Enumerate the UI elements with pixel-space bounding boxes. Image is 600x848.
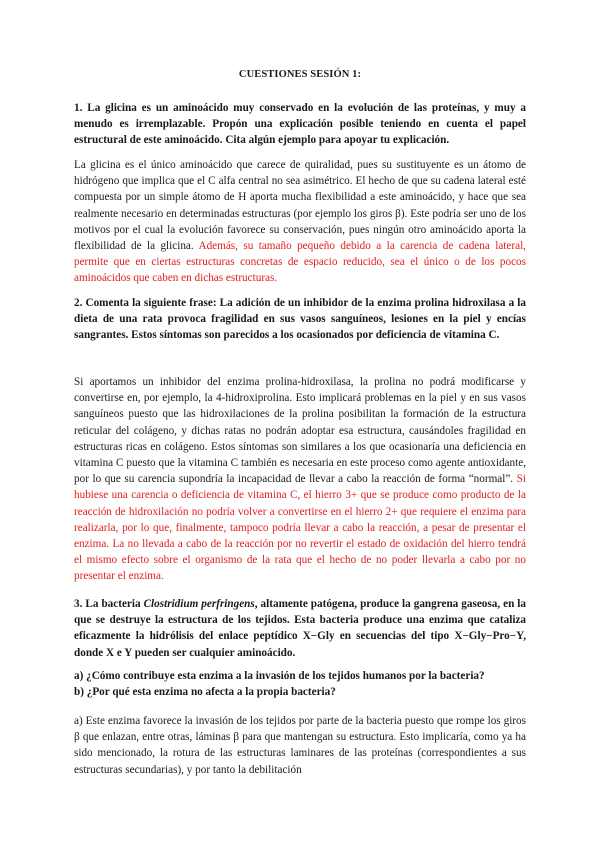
question-3 bbox=[74, 596, 526, 661]
page-title: CUESTIONES SESIÓN 1: bbox=[238, 69, 362, 80]
question-3a: a) ¿Cómo contribuye esta enzima a la invasión de los tejidos humanos por la bacteria? bbox=[74, 670, 485, 682]
question-1: 1. La glicina es un aminoácido muy conservado en la evolución de las proteínas, y muy a menudo es irremplazable. Propón una explicación posible teniendo en cuenta el papel estructural de este aminoácido. Cita algún ejemplo para apoyar tu explicación. bbox=[74, 102, 526, 147]
answer-2 bbox=[74, 374, 526, 585]
answer-3a: a) Este enzima favorece la invasión de los tejidos por parte de la bacteria puesto que rompe los giros β que enlazan, entre otras, láminas β para que mantengan su estructura. Esto implicaría, como ya ha sido mencionado, la rotura de las estructuras laminares de las proteínas (correspondientes a sus estructuras secundarias), y por tanto la debilitación bbox=[74, 715, 526, 776]
answer-1-text: La glicina es el único aminoácido que carece de quiralidad, pues su sustituyente es un átomo de hidrógeno que implica que el C alfa central no sea asimétrico. El hecho de que su cadena lateral esté compuesta por un simple átomo de H aporta mucha flexibilidad a este aminoácido, y hace que sea realmente necesario en determinadas estructuras (por ejemplo los giros β). Este podría ser uno de los motivos por el cual la evolución favorece su conservación, pues ningún otro aminoácido aporta la flexibilidad de la glicina. bbox=[74, 159, 526, 253]
answer-1 bbox=[74, 157, 526, 287]
question-3-post: , altamente patógena, produce la gangrena gaseosa, en la que se destruye la estructura de los tejidos. Esta bacteria produce una enzima que cataliza eficazmente la hidrólisis del enlace peptídico X−Gly en secuencias del tipo X−Gly−Pro−Y, donde X e Y pueden ser cualquier aminoácido. bbox=[74, 598, 527, 659]
question-3-species: Clostridium perfringens bbox=[143, 598, 255, 610]
answer-1-highlight: Además, su tamaño pequeño debido a la carencia de cadena lateral, permite que en ciertas estructuras concretas de espacio reducido, sea el único o de los pocos aminoácidos que caben en dichas estructuras. bbox=[74, 240, 526, 285]
question-3b: b) ¿Por qué esta enzima no afecta a la propia bacteria? bbox=[74, 686, 336, 698]
question-2: 2. Comenta la siguiente frase: La adición de un inhibidor de la enzima prolina hidroxilasa a la dieta de una rata provoca fragilidad en sus vasos sanguíneos, lesiones en la piel y encías sangrantes. Estos síntomas son parecidos a los ocasionados por deficiencia de vitamina C. bbox=[74, 297, 526, 342]
answer-2-highlight: Si hubiese una carencia o deficiencia de vitamina C, el hierro 3+ que se produce como producto de la reacción de hidroxilación no podría volver a convertirse en el hierro 2+ que requiere el enzima para realizarla, por lo que, finalmente, tampoco podría llevar a cabo la reacción, a pesar de presentar el enzima. La no llevada a cabo de la reacción por no revertir el estado de oxidación del hierro tendrá el mismo efecto sobre el organismo de la rata que el hecho de no poder llevarla a cabo por no presentar el enzima. bbox=[74, 473, 526, 583]
question-3-pre: 3. La bacteria bbox=[74, 598, 144, 610]
answer-2-text: Si aportamos un inhibidor del enzima prolina-hidroxilasa, la prolina no podrá modificarse y convertirse en, por ejemplo, la 4-hidroxiprolina. Esto implicará problemas en la piel y en sus vasos sanguíneos puesto que las hidroxilaciones de la prolina posibilitan la formación de la estructura reticular del colágeno, y dichas ratas no podrán adoptar esa estructura, causándoles fragilidad en estructuras ricas en colágeno. Estos síntomas son similares a los que ocasionaría una deficiencia en vitamina C puesto que la vitamina C también es necesaria en este proceso como agente antioxidante, por lo que su carencia supondría la incapacidad de llevar a cabo la reacción de forma “normal”. bbox=[74, 376, 526, 486]
